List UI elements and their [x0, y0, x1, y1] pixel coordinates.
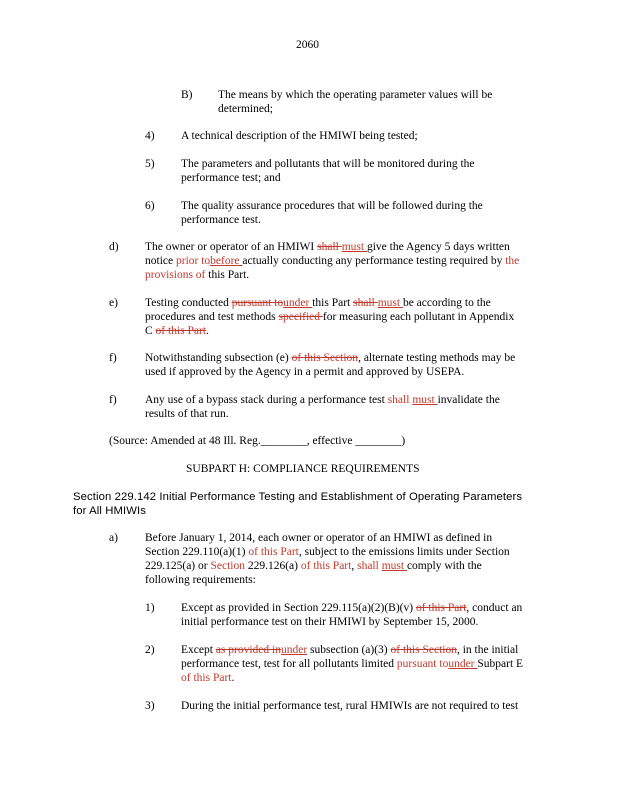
item-f2-label: f)	[109, 394, 117, 406]
item-b-line1: The means by which the operating parameter values will be	[218, 89, 493, 101]
item-a-line2: Section 229.110(a)(1) of this Part, subject to the emissions limits under Section	[145, 546, 510, 558]
item-a-line1: Before January 1, 2014, each owner or operator of an HMIWI as defined in	[145, 532, 493, 544]
item-e-label: e)	[109, 297, 118, 309]
item-a3-label: 3)	[145, 700, 155, 712]
item-6-line1: The quality assurance procedures that will be followed during the	[181, 200, 483, 212]
item-a2-label: 2)	[145, 644, 155, 656]
item-a1-label: 1)	[145, 602, 155, 614]
item-d-line3: provisions of this Part.	[145, 269, 250, 281]
item-a2-line1: Except as provided inunder subsection (a)(3) of this Section, in the initial	[181, 644, 519, 656]
item-a2-line3: of this Part.	[181, 672, 235, 684]
item-a-label: a)	[109, 532, 118, 544]
item-a2-line2: performance test, test for all pollutants limited pursuant tounder Subpart E	[181, 658, 524, 670]
item-d-line2: notice prior tobefore actually conducting any performance testing required by the	[145, 255, 520, 267]
item-6-label: 6)	[145, 200, 155, 212]
item-d-line1: The owner or operator of an HMIWI shall must give the Agency 5 days written	[145, 241, 510, 253]
subpart-heading: SUBPART H: COMPLIANCE REQUIREMENTS	[186, 463, 420, 475]
item-a1-line2: initial performance test on their HMIWI by September 15, 2000.	[181, 616, 479, 628]
item-b-label: B)	[181, 89, 193, 101]
item-a-line3: 229.125(a) or Section 229.126(a) of this Part, shall must comply with the	[145, 560, 482, 572]
item-5-line2: performance test; and	[181, 172, 281, 184]
item-a1-line1: Except as provided in Section 229.115(a)(2)(B)(v) of this Part, conduct an	[181, 602, 523, 614]
item-e-line2: procedures and test methods specified for measuring each pollutant in Appendix	[145, 311, 515, 323]
item-f1-line2: used if approved by the Agency in a permit and approved by USEPA.	[145, 366, 465, 378]
item-5-line1: The parameters and pollutants that will be monitored during the	[181, 158, 475, 170]
item-f2-line2: results of that run.	[145, 408, 229, 420]
item-4-label: 4)	[145, 130, 155, 142]
item-b-line2: determined;	[218, 103, 273, 115]
item-d-label: d)	[109, 241, 119, 253]
item-f1-line1: Notwithstanding subsection (e) of this Section, alternate testing methods may be	[145, 352, 516, 364]
section-heading-line1: Section 229.142 Initial Performance Testing and Establishment of Operating Parameters	[73, 491, 523, 503]
page-number: 2060	[296, 39, 319, 51]
item-f1-label: f)	[109, 352, 117, 364]
item-6-line2: performance test.	[181, 214, 261, 226]
item-5-label: 5)	[145, 158, 155, 170]
section-heading-line2: for All HMIWIs	[73, 505, 146, 517]
item-4-text: A technical description of the HMIWI being tested;	[181, 130, 418, 142]
item-a-line4: following requirements:	[145, 574, 256, 586]
item-f2-line1: Any use of a bypass stack during a performance test shall must invalidate the	[145, 394, 500, 406]
item-a3-line1: During the initial performance test, rural HMIWIs are not required to test	[181, 700, 519, 712]
item-e-line3: C of this Part.	[145, 325, 209, 337]
item-e-line1: Testing conducted pursuant tounder this Part shall must be according to the	[145, 297, 491, 309]
source-note: (Source: Amended at 48 Ill. Reg.________, effective ________)	[109, 435, 406, 447]
